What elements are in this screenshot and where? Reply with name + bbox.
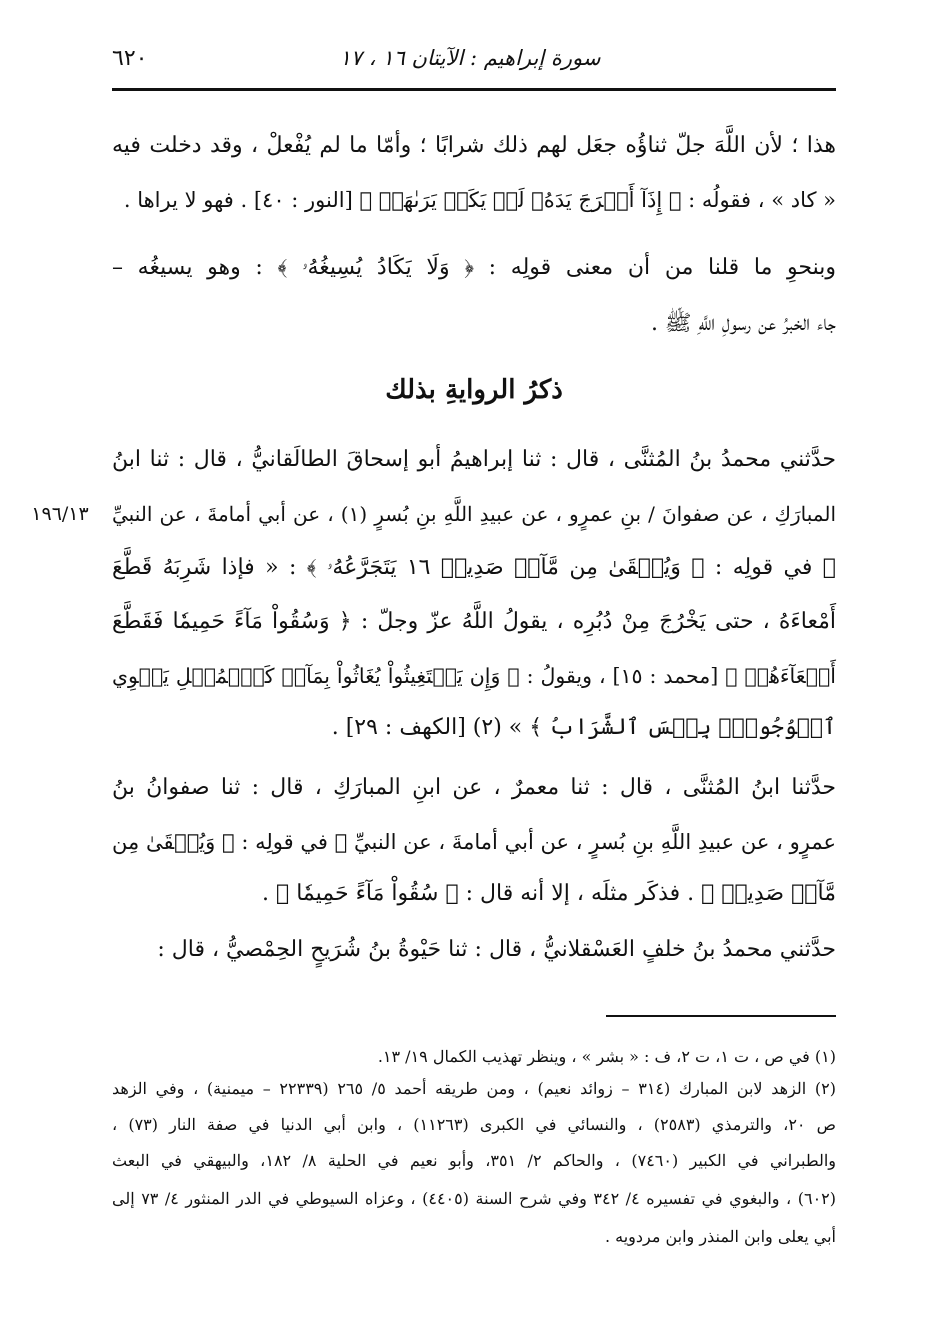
body-line: حدَّثني محمدُ بنُ خلفٍ العَسْقلانيُّ ، قال : ثنا حَيْوةُ بنُ شُرَيحٍ الحِمْصيُّ ، قال : [157,937,836,962]
page-number: ٦٢٠ [112,46,148,71]
body-line: أَمْعاءَهُ ، حتى يَخْرُجَ مِنْ دُبُرِه ، يقولُ اللَّهُ عزّ وجلّ : ﴿ وَسُقُواْ مَآءً حَمِيمٗا فَقَطَّعَ [112,609,836,634]
footnote-line: ص ٢٠، والترمذي (٢٥٨٣) ، والنسائي في الكبرى (١١٢٦٣) ، وابن أبي الدنيا في صفة النار (٧٣) ، [112,1115,836,1134]
footnote-line: (٢) الزهد لابن المبارك (٣١٤ – زوائد نعيم) ، ومن طريقه أحمد ٥/ ٢٦٥ (٢٢٣٣٩ – ميمنية) ، وفي الزهد [112,1079,836,1098]
body-line: جاء الخبرُ عن رسولِ اللَّهِ ﷺ . [650,311,836,336]
body-line: عمرٍو ، عن عبيدِ اللَّهِ بنِ بُسرٍ ، عن أبي أمامةَ ، عن النبيِّ ﷺ في قولِه : ﴿ وَيُسۡقَىٰ مِن [112,830,836,854]
footnote-line: أبي يعلى وابن المنذر وابن مردويه . [604,1227,836,1246]
body-line: ﷺ في قولِه : ﴿ وَيُسۡقَىٰ مِن مَّآءٖ صَدِيدٖ ١٦ يَتَجَرَّعُهُۥ ﴾ : « فإذا شَرِبَهُ قَطَّعَ [112,555,836,580]
body-line: هذا ؛ لأن اللَّهَ جلّ ثناؤُه جعَل لهم ذلك شرابًا ؛ وأمّا ما لم يُفْعلْ ، وقد دخلت فيه [112,133,836,158]
body-line: « كاد » ، فقولُه : ﴿ إِذَآ أَخۡرَجَ يَدَهُۥ لَمۡ يَكَدۡ يَرَىٰهَاۗ ﴾ [النور : ٤٠] . فهو لا يراها . [123,188,836,212]
footnote-line: (١) في ص ، ت ١، ت ٢، ف : « بشر » ، وينظر تهذيب الكمال ١٩/ ١٣. [377,1047,836,1066]
running-title: سورة إبراهيم : الآيتان ١٦ ، ١٧ [339,46,601,70]
header-rule [112,88,836,91]
section-heading: ذكرُ الروايةِ بذلك [385,375,563,405]
body-line: أَمۡعَآءَهُمۡ ﴾ [محمد : ١٥] ، ويقولُ : ﴿ وَإِن يَسۡتَغِيثُواْ يُغَاثُواْ بِمَآءٖ كَٱلۡمُهۡلِ يَشۡوِي [112,664,836,688]
footnote-line: (٦٠٢) ، والبغوي في تفسيره ٤/ ٣٤٢ وفي شرح السنة (٤٤٠٥) ، وعزاه السيوطي في الدر المنثور ٤/ ٧٣ إلى [112,1189,836,1208]
body-line: ٱلۡوُجُوهَۚ بِئۡسَ ٱلشَّرَابُ ﴾ » (٢) [الكهف : ٢٩] . [331,715,836,740]
page-header [112,40,828,76]
margin-reference: ١٩٦/١٣ [31,503,89,525]
footnote-line: والطبراني في الكبير (٧٤٦٠) ، والحاكم ٢/ ٣٥١، وأبو نعيم في الحلية ٨/ ١٨٢، والبيهقي في البعث [112,1151,837,1170]
body-line: حدَّثنا ابنُ المُثنَّى ، قال : ثنا معمرٌ ، عن ابنِ المبارَكِ ، قال : ثنا صفوانُ بنُ [112,775,836,800]
body-line: وبنحوِ ما قلنا من أن معنى قولِه : ﴿ وَلَا يَكَادُ يُسِيغُهُۥ ﴾ : وهو يسيغُه – [112,255,836,280]
body-line: حدَّثني محمدُ بنُ المُثنَّى ، قال : ثنا إبراهيمُ أبو إسحاقَ الطالَقانيُّ ، قال : ثنا ابنُ [112,447,836,472]
body-line: المبارَكِ ، عن صفوانَ / بنِ عمرٍو ، عن عبيدِ اللَّهِ بنِ بُسرٍ (١) ، عن أبي أمامةَ ، عن النبيِّ [112,502,836,526]
footnote-rule [606,1015,836,1017]
body-line: مَّآءٖ صَدِيدٖ ﴾ . فذكَر مثلَه ، إلا أنه قال : ﴿ سُقُواْ مَآءً حَمِيمٗا ﴾ . [262,881,836,906]
